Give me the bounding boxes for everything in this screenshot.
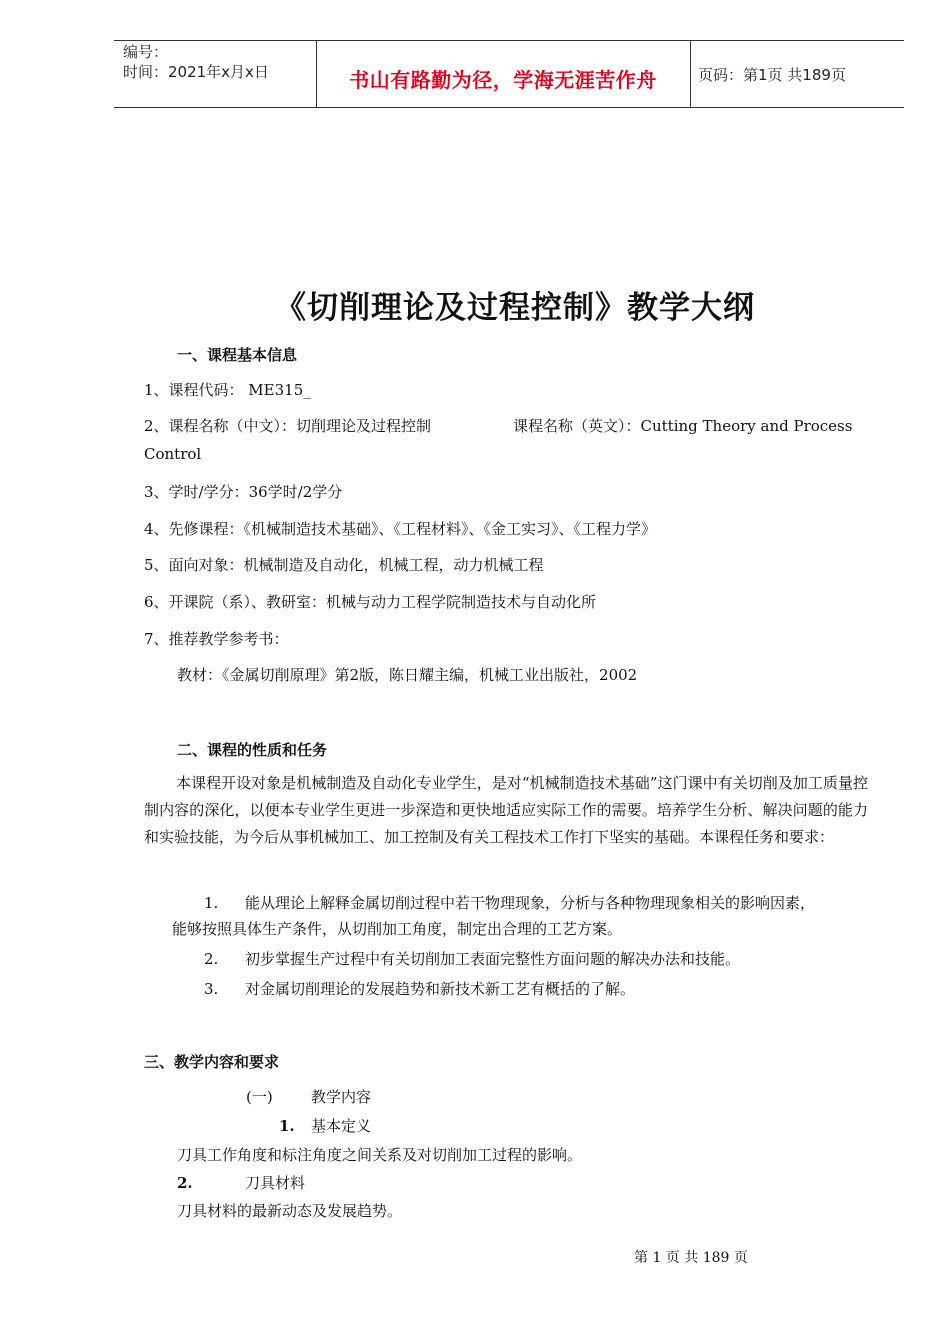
list-item-number: 2. <box>204 950 219 968</box>
list-item-number: 3. <box>204 980 219 998</box>
course-name-cn: 2、课程名称（中文）：切削理论及过程控制 <box>144 417 432 435</box>
page-header <box>114 40 904 107</box>
document-title: 《切削理论及过程控制》教学大纲 <box>275 290 755 326</box>
list-item-text-cont: 能够按照具体生产条件，从切削加工角度，制定出合理的工艺方案。 <box>172 920 623 938</box>
header-meta <box>123 42 269 82</box>
item-number: 1. <box>279 1117 295 1135</box>
item-number: 2. <box>177 1174 193 1192</box>
page-footer: 第 1 页 共 189 页 <box>634 1250 748 1266</box>
item-text: 刀具材料的最新动态及发展趋势。 <box>177 1202 403 1220</box>
course-audience: 5、面向对象：机械制造及自动化，机械工程，动力机械工程 <box>144 556 544 574</box>
header-page-number: 页码：第1页 共189页 <box>698 66 846 84</box>
list-item-text: 能从理论上解释金属切削过程中若干物理现象，分析与各种物理现象相关的影响因素， <box>245 894 816 912</box>
header-motto: 书山有路勤为径，学海无涯苦作舟 <box>349 68 657 92</box>
list-item-text: 对金属切削理论的发展趋势和新技术新工艺有概括的了解。 <box>245 980 636 998</box>
course-prereq: 4、先修课程：《机械制造技术基础》、《工程材料》、《金工实习》、《工程力学》 <box>144 520 657 538</box>
course-name-en-cont: Control <box>144 445 202 463</box>
course-refs: 7、推荐教学参考书： <box>144 630 289 648</box>
subsection-label: 教学内容 <box>311 1088 372 1106</box>
item-label: 基本定义 <box>311 1117 372 1135</box>
course-textbook: 教材：《金属切削原理》第2版，陈日耀主编，机械工业出版社，2002 <box>177 666 638 684</box>
list-item-text: 初步掌握生产过程中有关切削加工表面完整性方面问题的解决办法和技能。 <box>245 950 741 968</box>
course-department: 6、开课院（系）、教研室：机械与动力工程学院制造技术与自动化所 <box>144 593 597 611</box>
section-heading: 三、教学内容和要求 <box>144 1053 280 1071</box>
serial-label: 编号： <box>123 43 169 61</box>
course-hours: 3、学时/学分：36学时/2学分 <box>144 483 343 501</box>
header-bottom-rule <box>114 107 904 108</box>
header-divider <box>690 40 691 107</box>
item-label: 刀具材料 <box>245 1174 306 1192</box>
subsection-number: (一) <box>246 1088 273 1106</box>
item-text: 刀具工作角度和标注角度之间关系及对切削加工过程的影响。 <box>177 1146 583 1164</box>
header-top-rule <box>114 40 904 41</box>
section-heading: 二、课程的性质和任务 <box>177 741 328 759</box>
section-heading: 一、课程基本信息 <box>177 346 298 364</box>
list-item-number: 1. <box>204 894 219 912</box>
section-paragraph: 本课程开设对象是机械制造及自动化专业学生，是对“机械制造技术基础”这门课中有关切削及加工质量控制内容的深化，以便本专业学生更进一步深造和更快地适应实际工作的需要。培养学生分析、解决问题的能力和实验技能，为今后从事机械加工、加工控制及有关工程技术工作打下坚实的基础。本课程任务和要求： <box>144 774 868 846</box>
course-name-en: 课程名称（英文）：Cutting Theory and Process <box>513 417 853 435</box>
course-code: 1、课程代码： ME315_ <box>144 381 311 399</box>
time-label: 时间：2021年x月x日 <box>123 63 269 81</box>
